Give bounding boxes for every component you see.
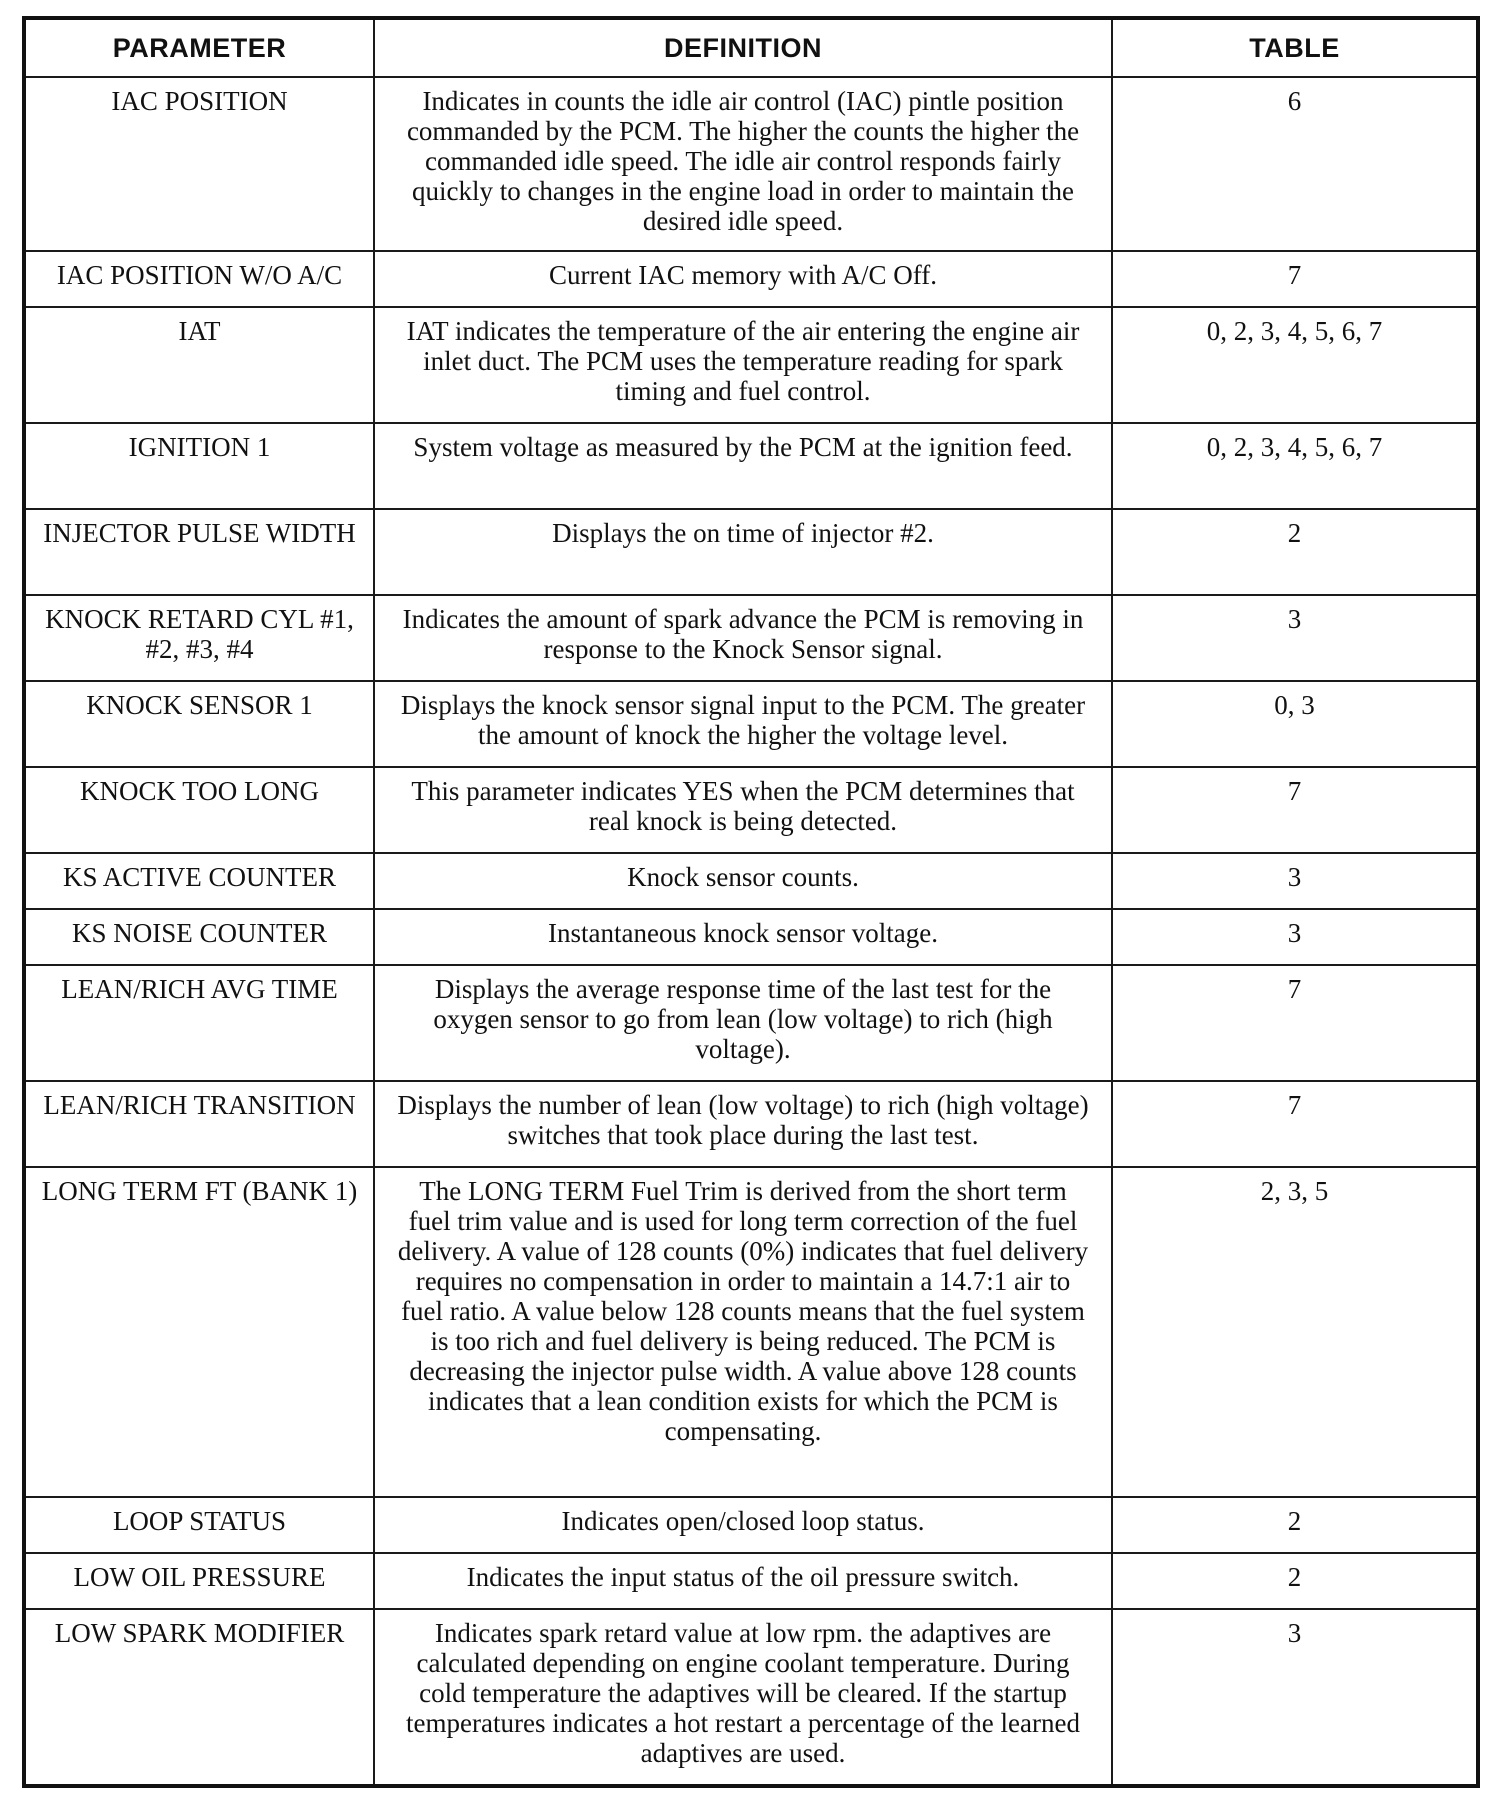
definition-cell: Indicates spark retard value at low rpm. the adaptives are calculated depending on engine coolant temperature. During cold temperature the adaptives will be cleared. If the startup temperatures indicates a hot restart a percentage of the learned adaptives are used.: [374, 1609, 1112, 1784]
table-number-cell: 7: [1112, 965, 1476, 1081]
table-row: [26, 909, 1476, 965]
table-number-cell: 3: [1112, 595, 1476, 681]
parameter-table: [26, 20, 1476, 1784]
definition-cell: Indicates in counts the idle air control (IAC) pintle position commanded by the PCM. The higher the counts the higher the commanded idle speed. The idle air control responds fairly quickly to changes in the engine load in order to maintain the desired idle speed.: [374, 77, 1112, 251]
parameter-cell: KNOCK RETARD CYL #1, #2, #3, #4: [26, 595, 374, 681]
table-row: [26, 1553, 1476, 1609]
parameter-cell: IAC POSITION W/O A/C: [26, 251, 374, 307]
parameter-cell: LONG TERM FT (BANK 1): [26, 1167, 374, 1497]
table-row: [26, 77, 1476, 251]
definition-cell: Instantaneous knock sensor voltage.: [374, 909, 1112, 965]
table-number-cell: 2: [1112, 509, 1476, 595]
table-row: [26, 1497, 1476, 1553]
table-row: [26, 681, 1476, 767]
definition-cell: Displays the on time of injector #2.: [374, 509, 1112, 595]
table-row: [26, 965, 1476, 1081]
table-row: [26, 767, 1476, 853]
table-number-cell: 3: [1112, 853, 1476, 909]
parameter-cell: IAT: [26, 307, 374, 423]
definition-cell: Indicates open/closed loop status.: [374, 1497, 1112, 1553]
table-number-cell: 0, 2, 3, 4, 5, 6, 7: [1112, 423, 1476, 509]
table-row: [26, 1609, 1476, 1784]
table-number-cell: 0, 2, 3, 4, 5, 6, 7: [1112, 307, 1476, 423]
table-row: [26, 251, 1476, 307]
table-number-cell: 6: [1112, 77, 1476, 251]
parameter-cell: KS ACTIVE COUNTER: [26, 853, 374, 909]
table-row: [26, 509, 1476, 595]
definition-cell: Displays the number of lean (low voltage) to rich (high voltage) switches that took place during the last test.: [374, 1081, 1112, 1167]
parameter-cell: LOOP STATUS: [26, 1497, 374, 1553]
table-number-cell: 7: [1112, 251, 1476, 307]
definition-cell: The LONG TERM Fuel Trim is derived from the short term fuel trim value and is used for long term correction of the fuel delivery. A value of 128 counts (0%) indicates that fuel delivery requires no compensation in order to maintain a 14.7:1 air to fuel ratio. A value below 128 counts means that the fuel system is too rich and fuel delivery is being reduced. The PCM is decreasing the injector pulse width. A value above 128 counts indicates that a lean condition exists for which the PCM is compensating.: [374, 1167, 1112, 1497]
definition-cell: Displays the average response time of the last test for the oxygen sensor to go from lean (low voltage) to rich (high voltage).: [374, 965, 1112, 1081]
parameter-cell: LEAN/RICH TRANSITION: [26, 1081, 374, 1167]
table-number-cell: 7: [1112, 1081, 1476, 1167]
parameter-cell: IGNITION 1: [26, 423, 374, 509]
definition-cell: Indicates the input status of the oil pressure switch.: [374, 1553, 1112, 1609]
parameter-cell: LEAN/RICH AVG TIME: [26, 965, 374, 1081]
parameter-cell: LOW SPARK MODIFIER: [26, 1609, 374, 1784]
header-parameter: PARAMETER: [26, 20, 374, 77]
table-number-cell: 2: [1112, 1553, 1476, 1609]
table-row: [26, 307, 1476, 423]
definition-cell: IAT indicates the temperature of the air entering the engine air inlet duct. The PCM uses the temperature reading for spark timing and fuel control.: [374, 307, 1112, 423]
table-number-cell: 3: [1112, 1609, 1476, 1784]
definition-cell: Indicates the amount of spark advance the PCM is removing in response to the Knock Sensor signal.: [374, 595, 1112, 681]
header-row: [26, 20, 1476, 77]
table-row: [26, 423, 1476, 509]
definition-cell: Displays the knock sensor signal input to the PCM. The greater the amount of knock the higher the voltage level.: [374, 681, 1112, 767]
table-row: [26, 1167, 1476, 1497]
table-number-cell: 0, 3: [1112, 681, 1476, 767]
table-number-cell: 2, 3, 5: [1112, 1167, 1476, 1497]
parameter-cell: KNOCK TOO LONG: [26, 767, 374, 853]
header-table: TABLE: [1112, 20, 1476, 77]
parameter-table-sheet: [22, 16, 1480, 1788]
header-definition: DEFINITION: [374, 20, 1112, 77]
table-number-cell: 2: [1112, 1497, 1476, 1553]
parameter-cell: LOW OIL PRESSURE: [26, 1553, 374, 1609]
definition-cell: Knock sensor counts.: [374, 853, 1112, 909]
table-row: [26, 595, 1476, 681]
definition-cell: Current IAC memory with A/C Off.: [374, 251, 1112, 307]
definition-cell: This parameter indicates YES when the PCM determines that real knock is being detected.: [374, 767, 1112, 853]
table-number-cell: 7: [1112, 767, 1476, 853]
parameter-cell: IAC POSITION: [26, 77, 374, 251]
table-row: [26, 853, 1476, 909]
parameter-cell: KS NOISE COUNTER: [26, 909, 374, 965]
parameter-cell: INJECTOR PULSE WIDTH: [26, 509, 374, 595]
table-row: [26, 1081, 1476, 1167]
parameter-cell: KNOCK SENSOR 1: [26, 681, 374, 767]
definition-cell: System voltage as measured by the PCM at the ignition feed.: [374, 423, 1112, 509]
table-number-cell: 3: [1112, 909, 1476, 965]
